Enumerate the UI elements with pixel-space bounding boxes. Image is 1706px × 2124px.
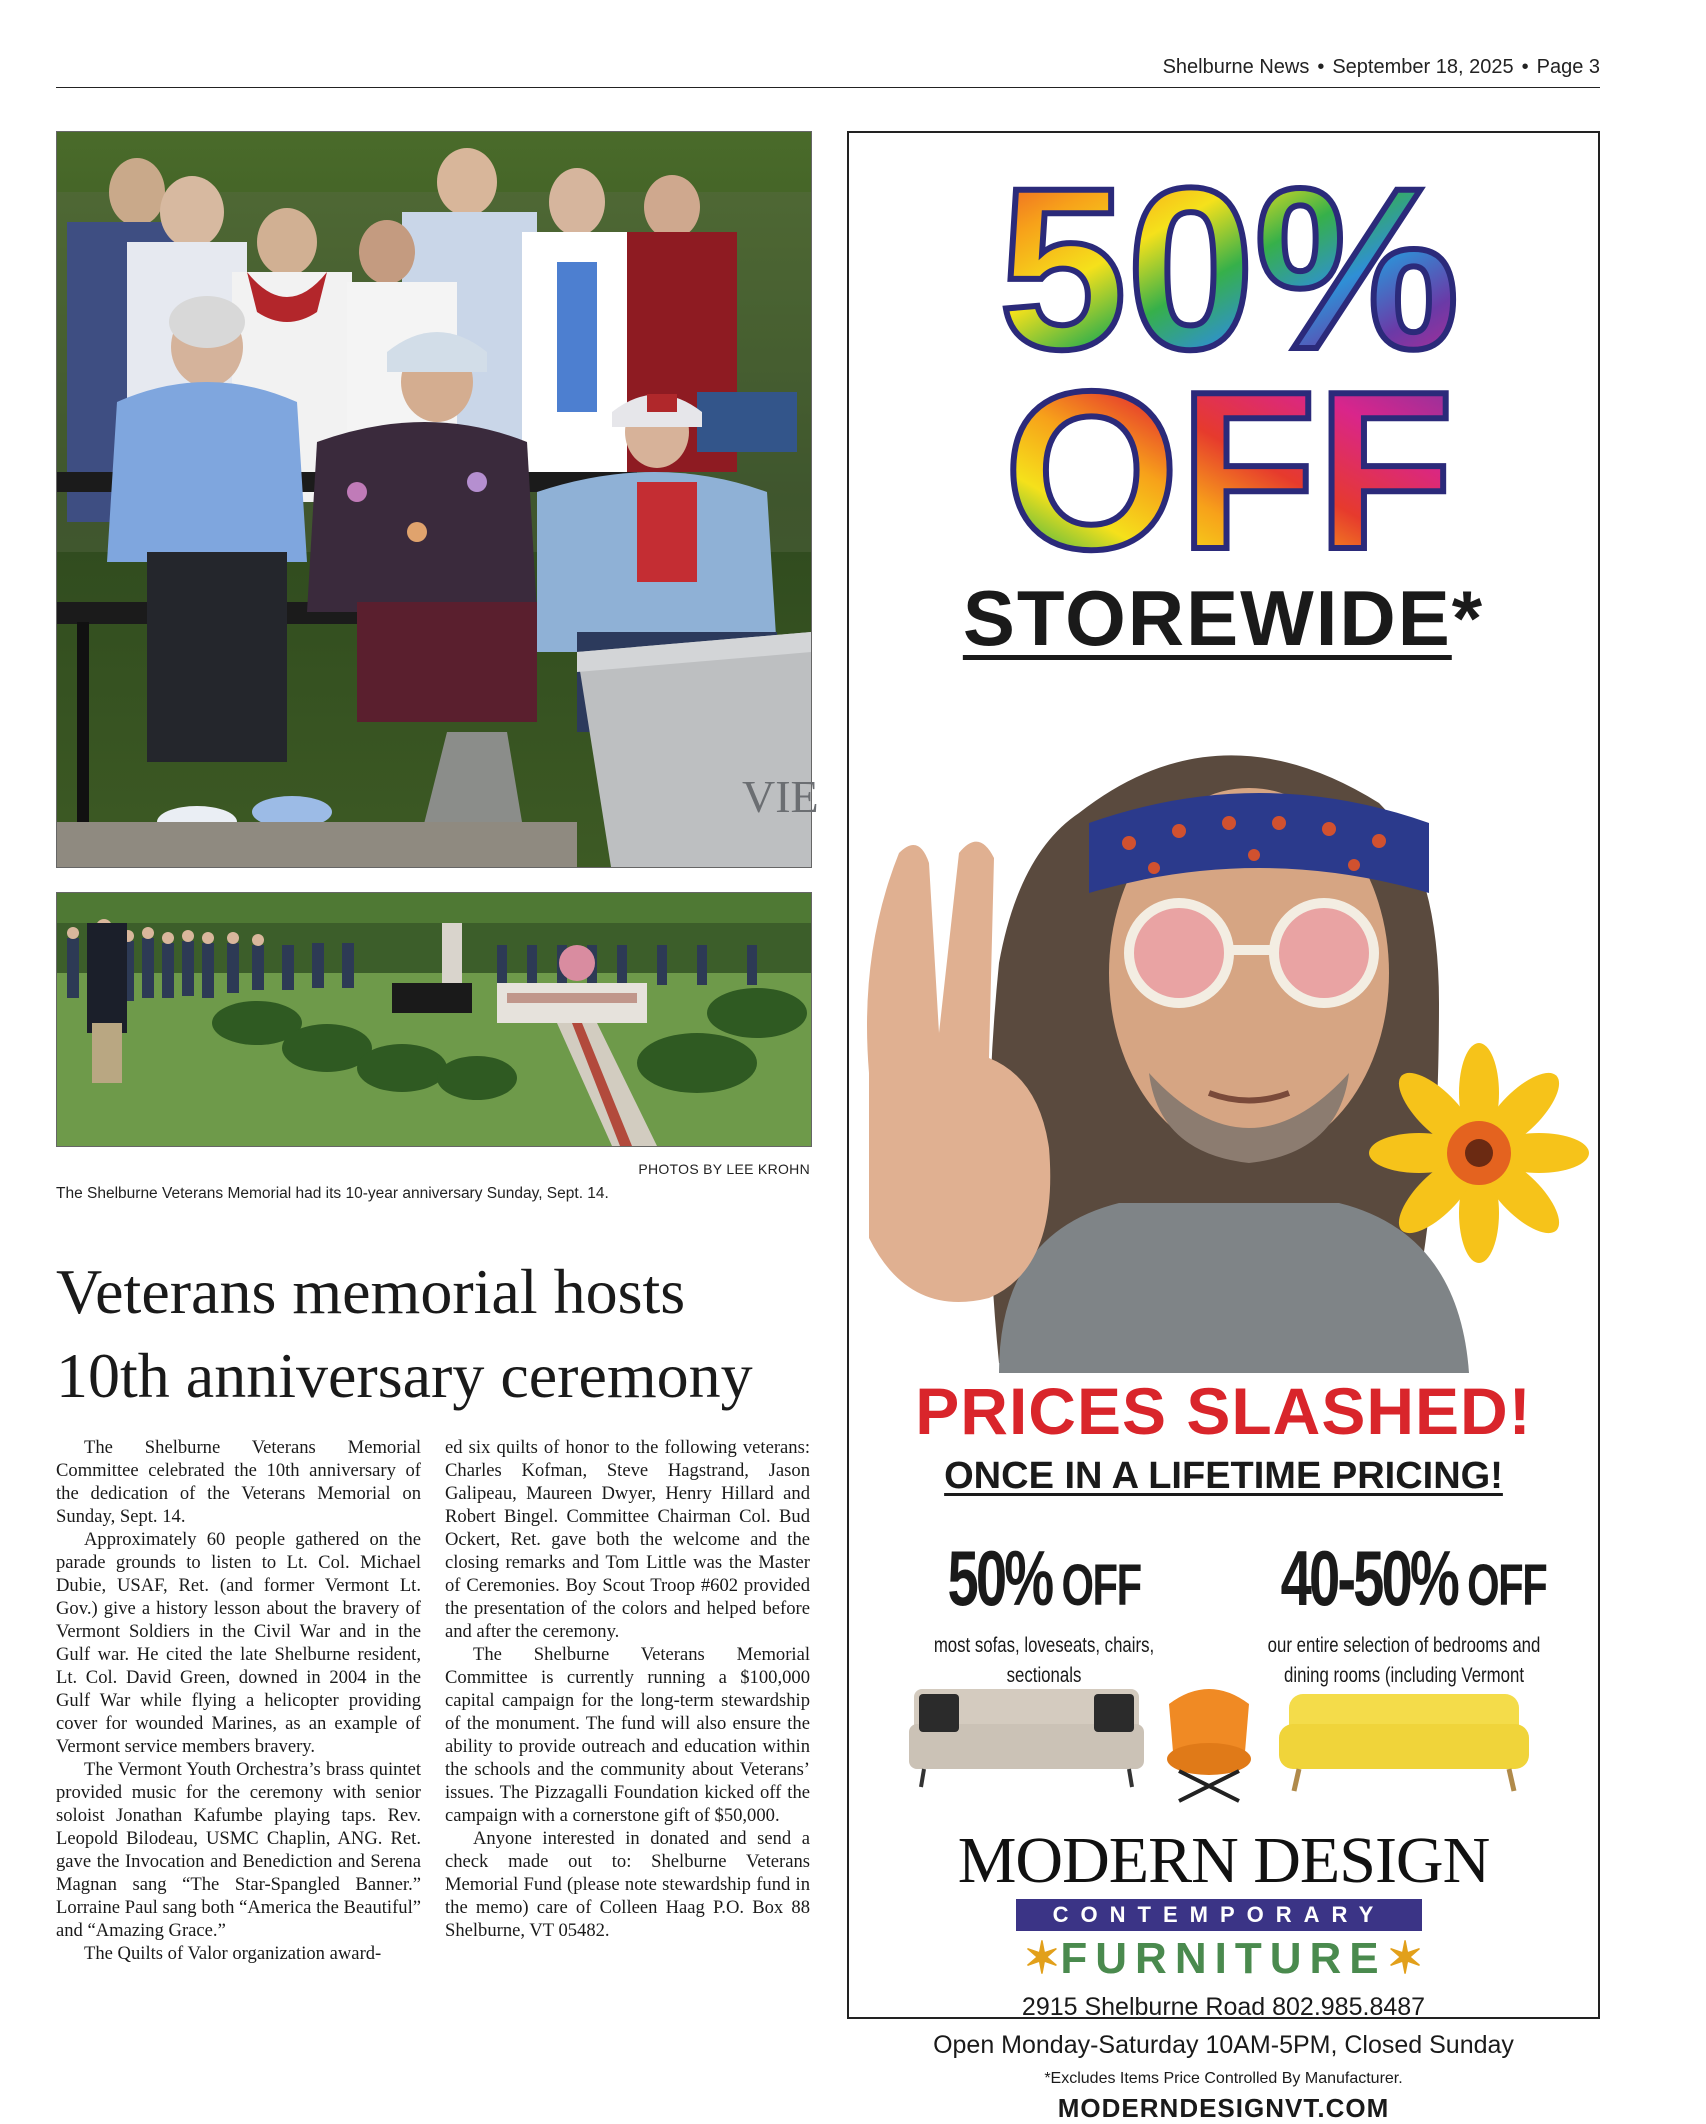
modern-design-advertisement [847,131,1600,2123]
memorial-photo-crowd [56,892,812,1147]
article-paragraph: The Quilts of Valor organization award- [84,1943,382,1964]
header-separator: • [1521,56,1529,78]
store-hours: Open Monday-Saturday 10AM-5PM, Closed Sunday [933,2031,1514,2059]
offer-off-label: OFF [1456,1553,1547,1618]
photo-caption: The Shelburne Veterans Memorial had its 10-year anniversary Sunday, Sept. 14. [56,1185,609,1202]
brand-furniture-text: FURNITURE [1060,1934,1387,1983]
star-icon: ✶ [1023,1934,1061,1983]
page-header [56,48,1600,88]
publication-name: Shelburne News [1162,56,1310,78]
furniture-images [909,1669,1539,1809]
stone-inscription: VIE [742,771,819,822]
issue-date: September 18, 2025 [1332,56,1514,78]
storewide-text: STOREWIDE [962,574,1452,662]
headline-line-2: 10th anniversary ceremony [56,1340,753,1411]
big-fifty-percent: 50% [998,140,1460,397]
article-paragraph: Anyone interested in donated and send a check made out to: Shelburne Veterans Memorial Fund (please note stewardship fund in the memo) care of Colleen Haag P.O. Box 88 Shelburne, VT 05482. [445,1828,810,1941]
article-paragraph: The Shelburne Veterans Memorial Committee is currently running a $100,000 capital campaign for the long-term stewardship of the monument. The fund will also ensure the ability to provide outreach and education within the schools and the community about Veterans’ issues. The Pizzagalli Foundation kicked off the campaign with a cornerstone gift of $50,000. [445,1644,810,1826]
article-paragraph: ed six quilts of honor to the following veterans: Charles Kofman, Steve Hagstrand, Jason Galipeau, Maureen Dwyer, Henry Hillard and Robert Bingel. Committee Chairman Col. Bud Ockert, Ret. gave both the welcome and the closing remarks and Tom Little was the Master of Ceremonies. Boy Scout Troop #602 provided the presentation of the colors and helped before and after the ceremony. [445,1437,810,1642]
lifetime-pricing-subheading: ONCE IN A LIFETIME PRICING! [944,1455,1503,1497]
star-icon: ✶ [1386,1934,1424,1983]
storewide-asterisk: * [1451,574,1485,662]
brand-contemporary: CONTEMPORARY [1016,1899,1422,1931]
street-address: 2915 Shelburne Road [1021,1993,1266,2021]
big-off: OFF [1004,344,1454,596]
article-column-1 [56,1436,421,1965]
headline-line-1: Veterans memorial hosts [56,1256,686,1327]
article-paragraph: The Shelburne Veterans Memorial Committee celebrated the 10th anniversary of the dedication of the Veterans Memorial on Sunday, Sept. 14. [56,1437,421,1527]
offer-description-line: dining rooms (including Vermont [1284,1664,1524,1687]
page-number: Page 3 [1536,56,1600,78]
beige-sofa-icon [909,1689,1144,1787]
offer-amount [947,1533,1140,1631]
article-paragraph: The Vermont Youth Orchestra’s brass quintet provided music for the ceremony with senior soloist Jonathan Kafumbe playing taps. Rev. Leopold Bilodeau, USMC Chaplin, ANG. Ret. gave the Invocation and Benediction and Serena Magnan sang “The Star-Spangled Banner.” Lorraine Paul sang both “America the Beautiful” and “Amazing Grace.” [56,1759,421,1941]
offer-description-line: most sofas, loveseats, chairs, sectionals [933,1634,1155,1687]
orange-chair-icon [1167,1689,1251,1801]
memorial-photo-seated-attendees [56,131,819,868]
photo-credit: PHOTOS BY LEE KROHN [638,1161,810,1177]
phone-number: 802.985.8487 [1272,1993,1426,2021]
offer-description-line: our entire selection of bedrooms and [1267,1634,1541,1657]
offer-percent: 50% [947,1534,1052,1622]
article-headline [56,1250,816,1418]
article-column-2 [445,1436,810,1942]
prices-slashed-heading: PRICES SLASHED! [915,1374,1532,1448]
offer-amount [1281,1533,1547,1631]
hippie-peace-sign-photo [849,673,1598,1373]
offer-percent: 40-50% [1280,1534,1457,1622]
article-paragraph: Approximately 60 people gathered on the parade grounds to listen to Lt. Col. Michael Dubie, USAF, Ret. (and former Vermont Lt. Gov.) give a history lesson about the bravery of Vermont Soldiers in the Civil War and in the Gulf war. He cited the late Shelburne resident, Lt. Col. David Green, downed in 2004 in the Gulf War while flying a helicopter providing cover for wounded Marines, as an example of Vermont service members bravery. [56,1529,421,1757]
exclusion-note: *Excludes Items Price Controlled By Manufacturer. [1044,2070,1403,2087]
store-address [849,1993,1598,2022]
brand-name: MODERN DESIGN [957,1824,1490,1897]
storewide-label [849,573,1598,664]
yellow-sofa-icon [1279,1694,1529,1791]
store-website: MODERNDESIGNVT.COM [1057,2093,1390,2123]
offer-off-label: OFF [1051,1553,1141,1618]
brand-furniture [849,1933,1598,1984]
header-separator: • [1317,56,1325,78]
